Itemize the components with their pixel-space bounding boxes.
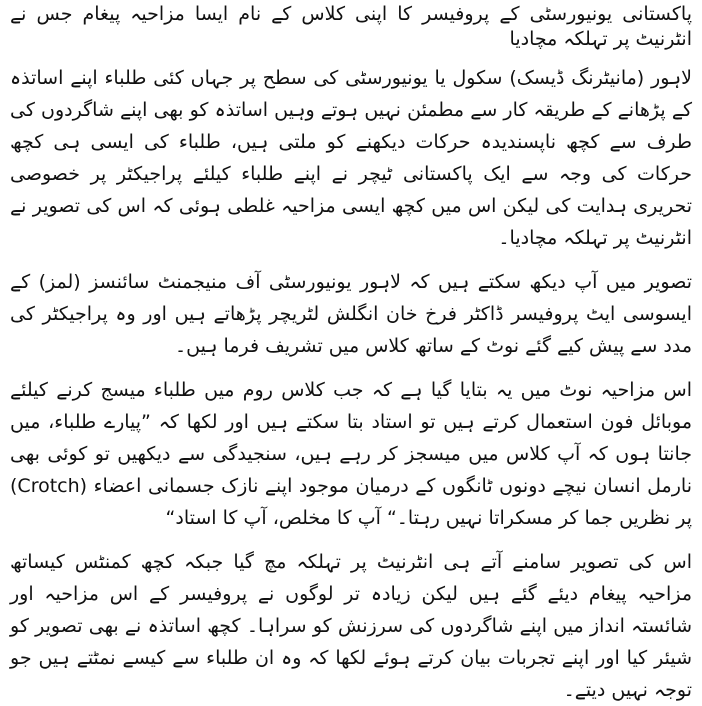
article-paragraph-2: تصویر میں آپ دیکھ سکتے ہیں کہ لاہور یونیورسٹی آف منیجمنٹ سائنسز (لمز) کے ایسوسی ایٹ پروفیسر ڈاکٹر فرخ خان انگلش لٹریچر پڑھاتے ہیں اور وہ پراجیکٹر کی مدد سے پیش کیے گئے نوٹ کے ساتھ کلاس میں تشریف فرما ہیں۔: [10, 271, 692, 357]
article-paragraph-3: اس مزاحیہ نوٹ میں یہ بتایا گیا ہے کہ جب کلاس روم میں طلباء میسج کرنے کیلئے موبائل فون استعمال کرتے ہیں تو استاد بتا سکتے ہیں اور لکھا کہ ”پیارے طلباء، میں جانتا ہوں کہ آپ کلاس میں میسجز کر رہے ہیں، سنجیدگی سے دیکھیں تو کوئی بھی نارمل انسان نیچے دونوں ٹانگوں کے درمیان موجود اپنے نازک جسمانی اعضاء (Crotch) پر نظریں جما کر مسکراتا نہیں رہتا۔“ آپ کا مخلص، آپ کا استاد“: [10, 379, 692, 529]
article-paragraph-4: اس کی تصویر سامنے آتے ہی انٹرنیٹ پر تہلکہ مچ گیا جبکہ کچھ کمنٹس کیساتھ مزاحیہ پیغام دیئے گئے ہیں لیکن زیادہ تر لوگوں نے پروفیسر کے اس مزاحیہ اور شائستہ انداز میں اپنے شاگردوں کی سرزنش کو سراہا۔ کچھ اساتذہ نے بھی تصویر کو شیئر کیا اور اپنے تجربات بیان کرتے ہوئے لکھا کہ وہ ان طلباء سے کیسے نمٹتے ہیں جو توجہ نہیں دیتے۔: [10, 551, 692, 701]
article-paragraph-1: لاہور (مانیٹرنگ ڈیسک) سکول یا یونیورسٹی کی سطح پر جہاں کئی طلباء اپنے اساتذہ کے پڑھانے کے طریقہ کار سے مطمئن نہیں ہوتے وہیں اساتذہ کو بھی اپنے شاگردوں کی طرف سے کچھ ناپسندیدہ حرکات دیکھنے کو ملتی ہیں، طلباء کی ایسی ہی کچھ حرکات کی وجہ سے ایک پاکستانی ٹیچر نے اپنے طلباء کیلئے پراجیکٹر پر خصوصی تحریری ہدایت کی لیکن اس میں کچھ ایسی مزاحیہ غلطی ہوئی کہ اس کی تصویر نے انٹرنیٹ پر تہلکہ مچادیا۔: [10, 67, 692, 249]
article-headline: پاکستانی یونیورسٹی کے پروفیسر کا اپنی کلاس کے نام ایسا مزاحیہ پیغام جس نے انٹرنیٹ پر تہلکہ مچادیا: [10, 3, 692, 50]
